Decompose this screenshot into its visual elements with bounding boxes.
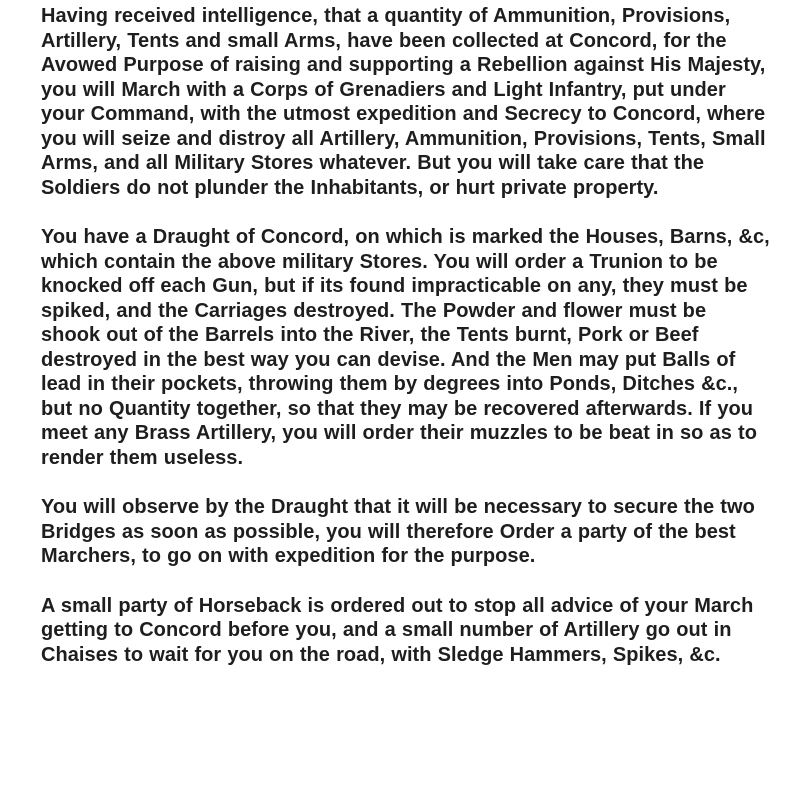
paragraph-horseback-party: A small party of Horseback is ordered out to stop all advice of your March getting to Concord before you, and a small number of Artillery go out in Chaises to wait for you on the road, with Sledge Hammers, Spikes, &c. [41, 594, 754, 666]
paragraph-intelligence: Having received intelligence, that a quantity of Ammunition, Provisions, Artillery, Tents and small Arms, have been collected at Concord, for the Avowed Purpose of raising and supporting a Rebellion against His Majesty, you will March with a Corps of Grenadiers and Light Infantry, put under your Command, with the utmost expedition and Secrecy to Concord, where you will seize and distroy all Artillery, Ammunition, Provisions, Tents, Small Arms, and all Military Stores whatever. But you will take care that the Soldiers do not plunder the Inhabitants, or hurt private property. [41, 5, 766, 199]
paragraph-draught-of-concord: You have a Draught of Concord, on which is marked the Houses, Barns, &c, which contain the above military Stores. You will order a Trunion to be knocked off each Gun, but if its found impracticable on any, they must be spiked, and the Carriages destroyed. The Powder and flower must be shook out of the Barrels into the River, the Tents burnt, Pork or Beef destroyed in the best way you can devise. And the Men may put Balls of lead in their pockets, throwing them by degrees into Ponds, Ditches &c., but no Quantity together, so that they may be recovered afterwards. If you meet any Brass Artillery, you will order their muzzles to be beat in so as to render them useless. [41, 226, 770, 469]
paragraph-bridges: You will observe by the Draught that it will be necessary to secure the two Bridges as soon as possible, you will therefore Order a party of the best Marchers, to go on with expedition for the purpose. [41, 496, 755, 567]
